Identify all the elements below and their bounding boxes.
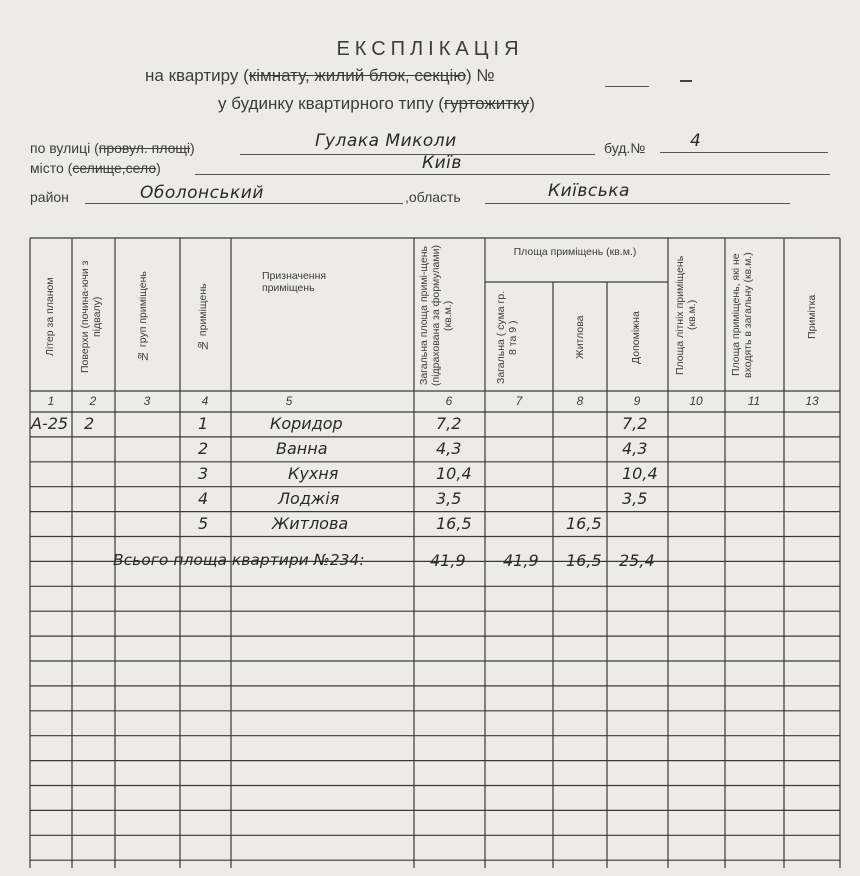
total-living-value: 16,5 [566, 551, 602, 570]
cell-total-area: 16,5 [436, 513, 472, 533]
header-floors: Поверхи (почина-ючи з підвалу) [79, 260, 104, 374]
cell-floor: 2 [84, 414, 95, 433]
column-number: 11 [747, 394, 761, 408]
district-label: район [30, 189, 69, 205]
header-note: Примітка [806, 294, 818, 340]
cell-room-purpose: Коридор [270, 414, 343, 433]
cell-aux-area: 4,3 [622, 438, 648, 458]
cell-liter: А-25 [31, 414, 69, 433]
header-purpose: Призначення приміщень [262, 270, 327, 295]
form-title: ЕКСПЛІКАЦІЯ [336, 38, 524, 60]
cell-room-number: 1 [198, 414, 209, 433]
column-number: 10 [689, 394, 703, 408]
street-value: Гулака Миколи [315, 131, 457, 151]
cell-aux-area: 10,4 [622, 463, 658, 483]
header-liter: Літер за планом [44, 277, 56, 357]
cell-room-number: 3 [198, 463, 209, 483]
region-value: Київська [548, 181, 630, 201]
cell-aux-area: 3,5 [622, 488, 648, 508]
cell-total-area: 4,3 [436, 438, 462, 458]
cell-room-purpose: Лоджія [278, 488, 340, 508]
cell-aux-area: 7,2 [622, 414, 648, 433]
column-number: 13 [805, 394, 819, 408]
subtitle-apartment: на квартиру (кімнату, жилий блок, секцію) № [145, 66, 495, 85]
column-number: 2 [89, 394, 97, 408]
column-number: 8 [576, 394, 584, 408]
column-number: 1 [47, 394, 55, 408]
city-label: місто (селище,село) [30, 160, 161, 176]
cell-room-number: 2 [198, 438, 209, 458]
header-living: Житлова [574, 315, 586, 360]
district-value: Оболонський [140, 183, 264, 203]
cell-total-area: 3,5 [436, 488, 462, 508]
header-room-number: № приміщень [197, 283, 209, 351]
column-number: 5 [285, 394, 293, 408]
header-total-area: Загальна площа примі-щень (підрахована за формулами) (кв.м.) [418, 245, 455, 386]
total-label: Всього площа квартири №234: [113, 551, 365, 569]
street-label: по вулиці (провул. площі) [30, 140, 195, 156]
total-aux-value: 25,4 [619, 551, 655, 570]
cell-total-area: 7,2 [436, 414, 462, 433]
column-number: 4 [201, 394, 209, 408]
building-label: буд.№ [604, 140, 646, 156]
cell-room-purpose: Ванна [276, 438, 328, 458]
cell-room-purpose: Житлова [272, 513, 349, 533]
header-total-sum: Загальна ( сума гр. 8 та 9 ) [495, 290, 520, 385]
header-summer-area: Площа літніх приміщень (кв.м.) [674, 255, 699, 375]
header-room-groups: № груп приміщень [137, 271, 149, 363]
region-label: ,область [405, 189, 461, 205]
city-value: Київ [422, 153, 462, 173]
column-number: 7 [515, 394, 523, 408]
cell-room-number: 4 [198, 488, 209, 508]
column-number: 9 [633, 394, 641, 408]
header-area-group: Площа приміщень (кв.м.) [513, 246, 637, 258]
cell-living-area: 16,5 [566, 513, 602, 533]
header-auxiliary: Допоміжна [630, 311, 642, 364]
cell-total-area: 10,4 [436, 463, 472, 483]
subtitle-building-type: у будинку квартирного типу (гуртожитку) [218, 94, 535, 113]
header-excluded-area: Площа приміщень, які не входять в загальну (кв.м.) [730, 252, 755, 378]
building-value: 4 [690, 131, 702, 151]
total-area-value: 41,9 [430, 551, 466, 570]
cell-room-number: 5 [198, 513, 209, 533]
total-sum-value: 41,9 [503, 551, 539, 570]
cell-room-purpose: Кухня [288, 463, 339, 483]
column-number: 3 [143, 394, 151, 408]
column-number: 6 [445, 394, 453, 408]
